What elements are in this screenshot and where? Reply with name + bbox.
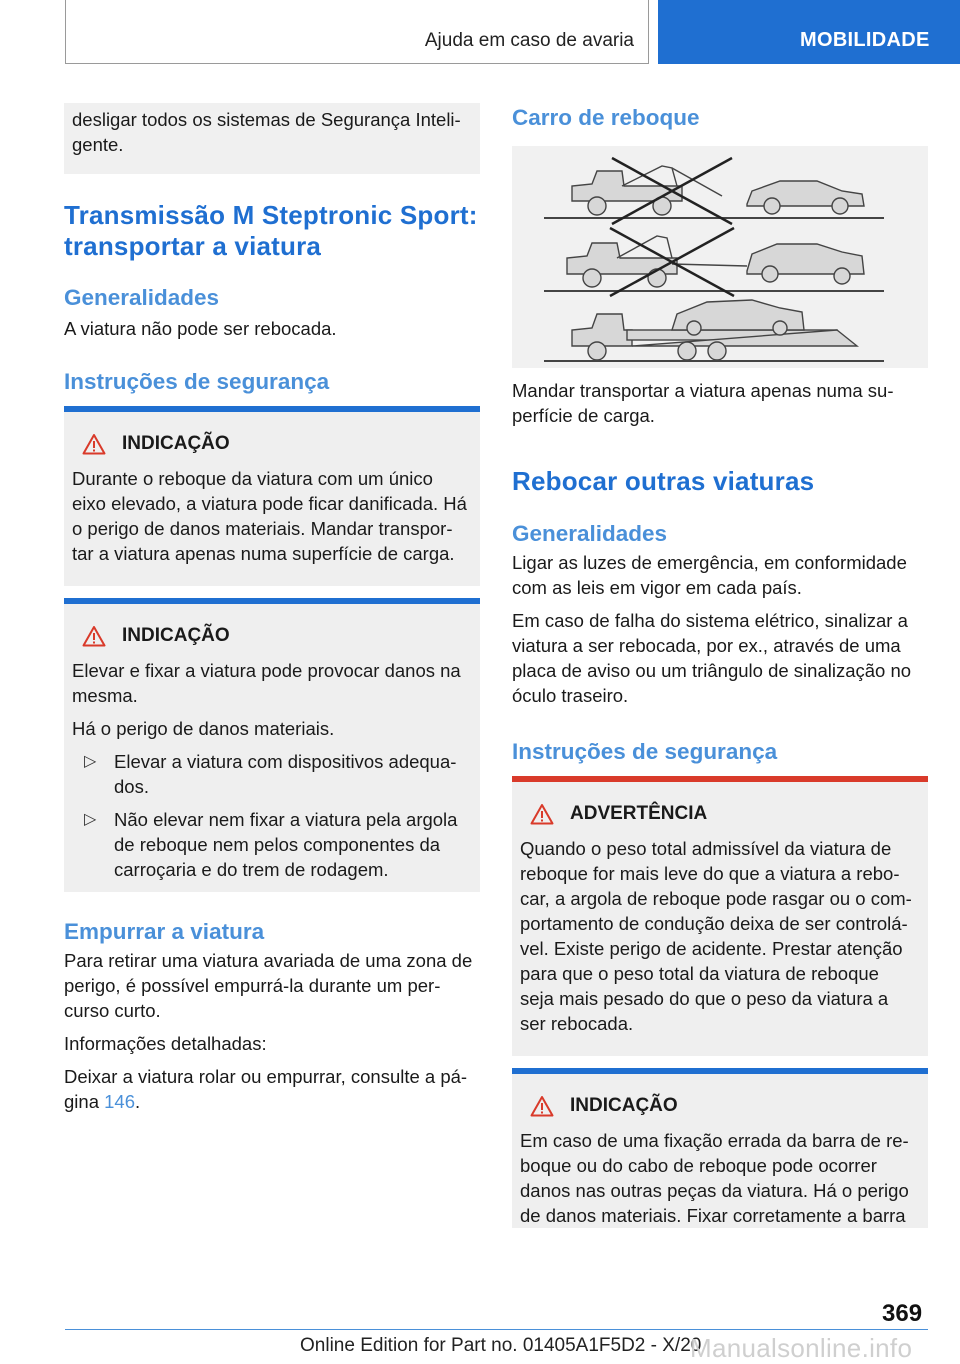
notice-title-2	[72, 624, 472, 648]
header-section-tab	[65, 0, 649, 64]
bullet-line: carroçaria e do trem de rodagem.	[114, 859, 389, 880]
section-transmission	[64, 200, 480, 262]
notice2-line: mesma.	[72, 685, 138, 706]
warning-triangle-icon	[82, 625, 106, 647]
notice3-line: boque ou do cabo de reboque pode ocorrer	[520, 1155, 877, 1176]
page-number: 369	[882, 1300, 923, 1327]
warning-line: portamento de condução deixa de ser controlá-	[520, 913, 908, 934]
notice2-paragraph-1	[72, 658, 472, 708]
push-text	[64, 948, 480, 1023]
subheading-general: Generalidades	[64, 285, 220, 310]
subheading-safety-right: Instruções de segurança	[512, 739, 778, 764]
subheading-safety: Instruções de segurança	[64, 369, 330, 394]
details-line: gina	[64, 1091, 105, 1112]
tow-truck-illustration	[512, 146, 928, 368]
notice-title-text-1: INDICAÇÃO	[122, 433, 230, 454]
details-line: Deixar a viatura rolar ou empurrar, consulte a pá-	[64, 1066, 468, 1087]
bullet-line: de reboque nem pelos componentes da	[114, 834, 441, 855]
general-line: com as leis em vigor em cada país.	[512, 577, 802, 598]
intro-text	[72, 107, 472, 157]
heading-line-2: transportar a viatura	[64, 231, 322, 261]
heading-line-1: Transmissão M Steptronic Sport:	[64, 200, 478, 230]
notice2-line: Elevar e fixar a viatura pode provocar danos na	[72, 660, 461, 681]
tow-caption	[512, 378, 928, 428]
notice1-line: o perigo de danos materiais. Mandar transpor-	[72, 518, 453, 539]
caption-line: perfície de carga.	[512, 405, 655, 426]
tow-truck-image	[512, 146, 928, 368]
notice2-list	[72, 749, 472, 882]
notice-text-3	[520, 1128, 920, 1228]
subheading-push: Empurrar a viatura	[64, 919, 265, 944]
footer-edition: Online Edition for Part no. 01405A1F5D2 - X/20	[300, 1335, 702, 1356]
section-heading-transmission	[64, 200, 480, 262]
list-item	[72, 807, 472, 882]
push-line: Para retirar uma viatura avariada de uma zona de	[64, 950, 473, 971]
warning-line: seja mais pesado do que o peso da viatura a	[520, 988, 889, 1009]
details-end: .	[135, 1091, 141, 1112]
warning-line: para que o peso total da viatura de reboque	[520, 963, 879, 984]
intro-text-content: desligar todos os sistemas de Segurança Inteli-gente.	[72, 109, 461, 155]
chapter-title: MOBILIDADE	[800, 29, 930, 51]
bullet-line: dos.	[114, 776, 149, 797]
footer-divider	[65, 1329, 928, 1330]
triangle-bullet-icon: ▷	[84, 753, 97, 770]
details-text	[64, 1064, 480, 1114]
warning-line: ser rebocada.	[520, 1013, 634, 1034]
notice-title-text-3: INDICAÇÃO	[570, 1095, 678, 1116]
push-line: perigo, é possível empurrá-la durante um per-	[64, 975, 441, 996]
general-line: Ligar as luzes de emergência, em conformidade	[512, 552, 907, 573]
general-right-p1	[512, 550, 928, 600]
notice1-line: eixo elevado, a viatura pode ficar danificada. Há	[72, 493, 467, 514]
push-line: curso curto.	[64, 1000, 161, 1021]
notice3-line: Em caso de uma fixação errada da barra de re-	[520, 1130, 909, 1151]
general-line: Em caso de falha do sistema elétrico, sinalizar a	[512, 610, 908, 631]
notice1-line: Durante o reboque da viatura com um único	[72, 468, 433, 489]
warning-text	[520, 836, 920, 1036]
details-label: Informações detalhadas:	[64, 1033, 267, 1054]
notice3-line: danos nas outras peças da viatura. Há o perigo	[520, 1180, 909, 1201]
subheading-general-right: Generalidades	[512, 521, 668, 546]
general-right-p2	[512, 608, 928, 708]
page-reference-link[interactable]: 146	[104, 1091, 135, 1112]
general-text: A viatura não pode ser rebocada.	[64, 318, 337, 339]
warning-title-text: ADVERTÊNCIA	[570, 803, 708, 824]
general-line: óculo traseiro.	[512, 685, 629, 706]
warning-line: vel. Existe perigo de acidente. Prestar atenção	[520, 938, 903, 959]
subheading-tow-truck: Carro de reboque	[512, 105, 700, 130]
notice-title-3	[520, 1094, 920, 1118]
general-line: placa de aviso ou um triângulo de sinalização no	[512, 660, 912, 681]
notice-title-text-2: INDICAÇÃO	[122, 625, 230, 646]
header-chapter-tab	[658, 0, 960, 64]
warning-triangle-icon	[82, 433, 106, 455]
intro-box	[64, 103, 480, 174]
notice1-line: tar a viatura apenas numa superfície de carga.	[72, 543, 455, 564]
warning-line: Quando o peso total admissível da viatura de	[520, 838, 892, 859]
general-line: viatura a ser rebocada, por ex., através de uma	[512, 635, 901, 656]
warning-triangle-icon	[530, 803, 554, 825]
watermark: Manualsonline.info	[690, 1333, 913, 1363]
bullet-line: Não elevar nem fixar a viatura pela argola	[114, 809, 458, 830]
triangle-bullet-icon: ▷	[84, 811, 97, 828]
notice-text-1	[72, 466, 472, 566]
notice-box-1	[64, 406, 480, 586]
subsection-general	[64, 284, 337, 341]
warning-triangle-icon	[530, 1095, 554, 1117]
notice-title-1	[72, 432, 472, 456]
warning-box	[512, 776, 928, 1056]
notice-box-3	[512, 1068, 928, 1228]
bullet-line: Elevar a viatura com dispositivos adequa-	[114, 751, 457, 772]
warning-line: reboque for mais leve do que a viatura a rebo-	[520, 863, 900, 884]
caption-line: Mandar transportar a viatura apenas numa su-	[512, 380, 894, 401]
subsection-general-right	[512, 520, 928, 708]
warning-title	[520, 802, 920, 826]
warning-line: car, a argola de reboque pode rasgar ou o com-	[520, 888, 912, 909]
subsection-push	[64, 918, 480, 1114]
section-title: Ajuda em caso de avaria	[424, 30, 634, 51]
section-heading-tow-others: Rebocar outras viaturas	[512, 466, 815, 496]
list-item	[72, 749, 472, 799]
notice3-line: de danos materiais. Fixar corretamente a barra	[520, 1205, 906, 1226]
notice-box-2	[64, 598, 480, 892]
notice2-paragraph-2: Há o perigo de danos materiais.	[72, 718, 335, 739]
